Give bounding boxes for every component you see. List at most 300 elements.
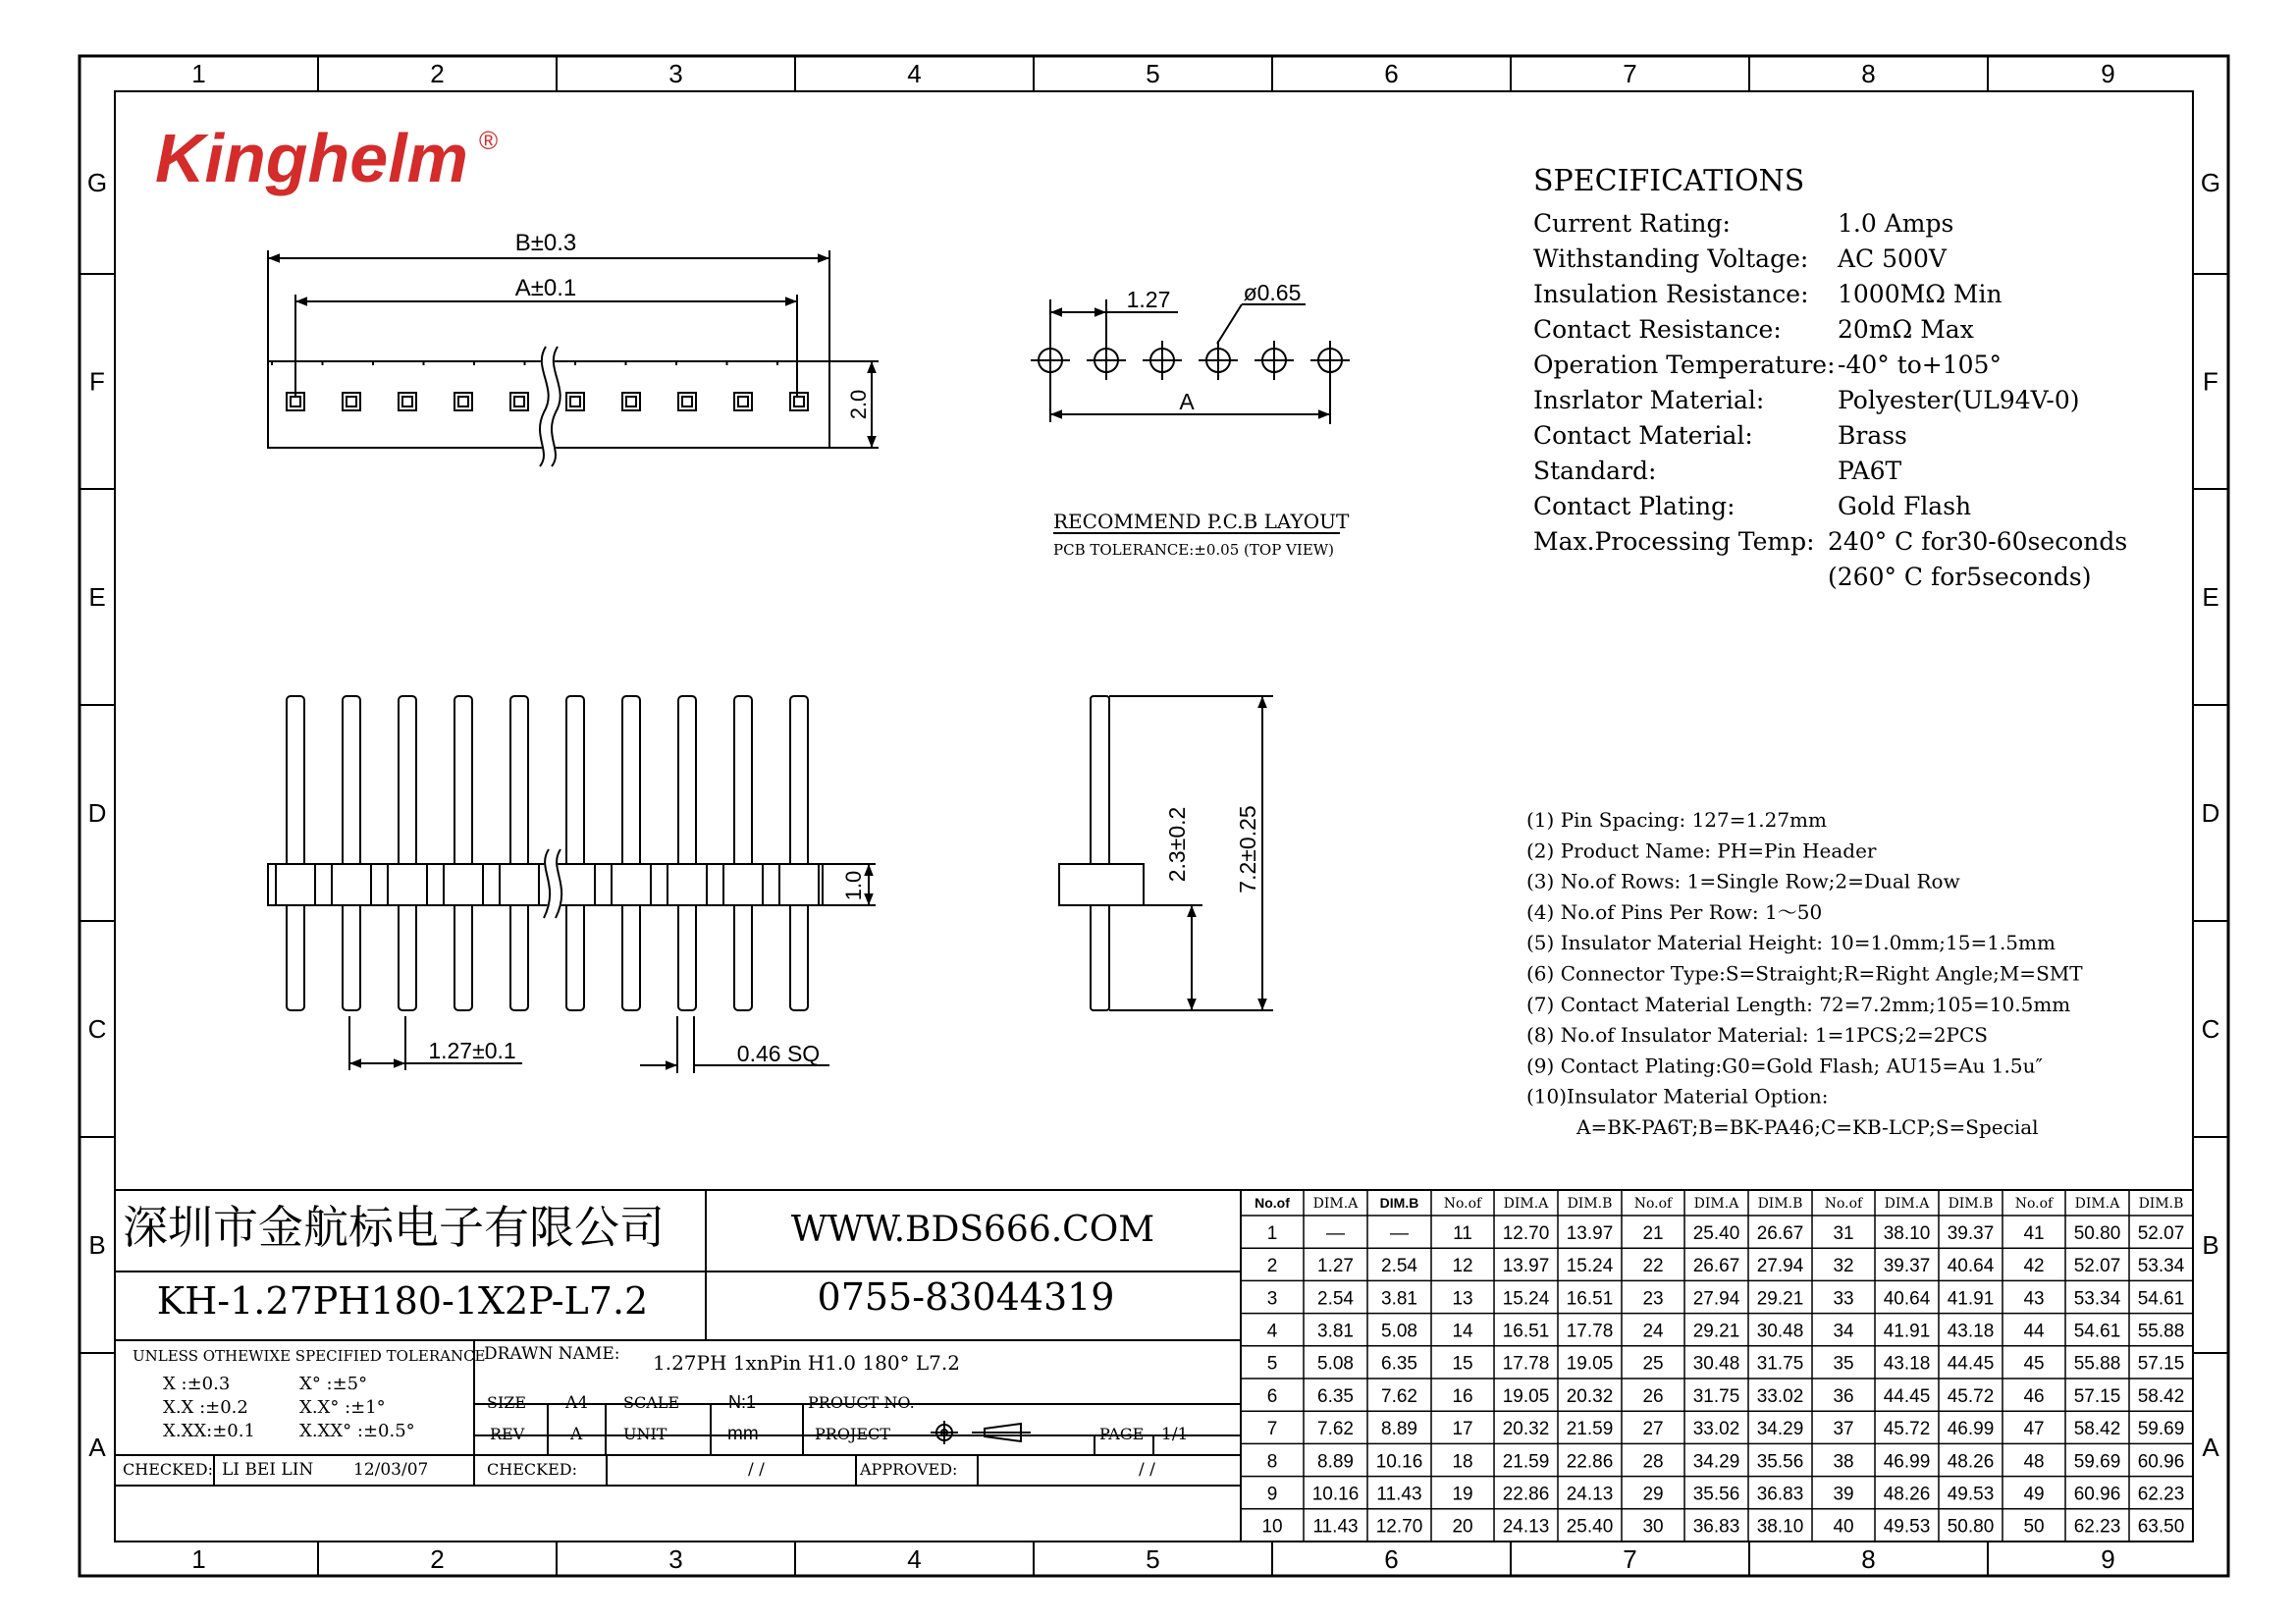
- dim-table-cell: 52.07: [2137, 1222, 2185, 1244]
- pin-pad: [790, 393, 808, 410]
- contact-pin: [343, 696, 360, 1010]
- checked-by: LI BEI LIN: [222, 1460, 314, 1480]
- dim-table-cell: 44.45: [1947, 1353, 1995, 1375]
- dim-table-cell: 11.43: [1312, 1516, 1359, 1538]
- dim-table-cell: 12.70: [1375, 1516, 1423, 1538]
- dim-table-cell: —: [1390, 1222, 1410, 1244]
- dim-table-cell: 29: [1642, 1484, 1664, 1505]
- dim-table-cell: —: [1326, 1222, 1346, 1244]
- kinghelm-logo: Kinghelm: [155, 120, 468, 196]
- dim-table-cell: 16.51: [1566, 1288, 1614, 1310]
- dim-table-cell: 17.78: [1566, 1321, 1614, 1342]
- dim-table-cell: 63.50: [2137, 1516, 2185, 1538]
- checked2-label: CHECKED:: [487, 1460, 577, 1479]
- spec-value: 1.0 Amps: [1838, 209, 1954, 238]
- dim-table-cell: 8.89: [1381, 1419, 1417, 1440]
- dimension-table: [1241, 1190, 2193, 1542]
- zone-col-label: 2: [430, 1544, 445, 1574]
- dim-table-cell: 48: [2023, 1451, 2045, 1473]
- dim-table-header: DIM.A: [2074, 1196, 2120, 1212]
- dim-table-cell: 36: [1833, 1385, 1854, 1407]
- contact-pin: [399, 696, 416, 1010]
- zone-row-label: F: [2203, 366, 2218, 397]
- dim-table-cell: 47: [2023, 1419, 2045, 1440]
- dim-table-cell: 28: [1642, 1451, 1664, 1473]
- pcb-tolerance: PCB TOLERANCE:±0.05 (TOP VIEW): [1053, 541, 1335, 559]
- dim-table-cell: 42: [2023, 1256, 2045, 1277]
- dim-table-cell: 54.61: [2137, 1288, 2185, 1310]
- dim-table-cell: 18: [1452, 1451, 1473, 1473]
- note-item: A=BK-PA6T;B=BK-PA46;C=KB-LCP;S=Special: [1576, 1115, 2039, 1139]
- pin-pad: [566, 393, 584, 410]
- prouct-no-label: PROUCT NO.: [808, 1393, 915, 1412]
- note-item: (4) No.of Pins Per Row: 1～50: [1526, 899, 1823, 924]
- tolerance-angular: X° :±5°: [299, 1374, 368, 1394]
- dim-table-cell: 4: [1266, 1321, 1278, 1342]
- dim-table-cell: 3: [1266, 1288, 1278, 1310]
- dim-table-cell: 59.69: [2137, 1419, 2185, 1440]
- dim-table-header: No.of: [1443, 1196, 1482, 1212]
- dim-table-cell: 21: [1642, 1222, 1664, 1244]
- pin-square: [570, 397, 580, 406]
- dim-table-cell: 45: [2023, 1353, 2045, 1375]
- spec-value: -40° to+105°: [1838, 351, 2002, 379]
- dim-table-cell: 34.29: [1756, 1419, 1804, 1440]
- dim-table-cell: 3.81: [1317, 1321, 1355, 1342]
- dim-table-cell: 43.18: [1947, 1321, 1995, 1342]
- dim-table-cell: 41: [2023, 1222, 2045, 1244]
- dim-table-cell: 35.56: [1756, 1451, 1804, 1473]
- dim-table-cell: 29.21: [1692, 1321, 1740, 1342]
- zone-col-label: 1: [191, 59, 206, 88]
- zone-row-label: F: [89, 366, 105, 397]
- dim-table-cell: 20.32: [1566, 1385, 1614, 1407]
- dim-table-cell: 46.99: [1883, 1451, 1931, 1473]
- projection-symbol: [931, 1421, 1031, 1444]
- dim-table-cell: 19: [1452, 1484, 1473, 1505]
- dim-a-label: A±0.1: [514, 275, 577, 301]
- dim-table-cell: 7.62: [1317, 1419, 1355, 1440]
- dim-table-cell: 38: [1833, 1451, 1854, 1473]
- dim-table-header: No.of: [2014, 1196, 2054, 1212]
- contact-pin: [790, 696, 808, 1010]
- zone-col-label: 5: [1146, 59, 1160, 88]
- spec-value: (260° C for5seconds): [1828, 563, 2092, 591]
- dim-table-cell: 17.78: [1502, 1353, 1550, 1375]
- dim-table-cell: 53.34: [2137, 1256, 2185, 1277]
- pcb-pitch-label: 1.27: [1126, 287, 1171, 312]
- contact-pin: [287, 696, 304, 1010]
- dim-table-cell: 2.54: [1317, 1288, 1355, 1310]
- dim-b-label: B±0.3: [514, 230, 577, 256]
- dim-table-header: DIM.B: [1948, 1196, 1994, 1212]
- dim-table-cell: 22.86: [1566, 1451, 1614, 1473]
- zone-col-label: 2: [430, 59, 445, 88]
- dim-table-cell: 50: [2023, 1516, 2045, 1538]
- dim-table-cell: 21.59: [1566, 1419, 1614, 1440]
- dim-table-cell: 20: [1452, 1516, 1473, 1538]
- note-item: (1) Pin Spacing: 127=1.27mm: [1526, 808, 1827, 832]
- dim-table-cell: 44.45: [1883, 1385, 1931, 1407]
- dim-table-cell: 52.07: [2073, 1256, 2121, 1277]
- zone-row-label: G: [2200, 168, 2221, 197]
- dim-table-cell: 38.10: [1756, 1516, 1804, 1538]
- tolerance-linear: X.X :±0.2: [163, 1397, 248, 1418]
- checked2-date: / /: [748, 1460, 765, 1480]
- dim-table-cell: 5: [1266, 1353, 1278, 1375]
- company-name: 深圳市金航标电子有限公司: [123, 1201, 665, 1254]
- zone-row-label: E: [88, 582, 106, 612]
- dim-table-cell: 43: [2023, 1288, 2045, 1310]
- zone-col-label: 9: [2101, 59, 2115, 88]
- scale-label: SCALE: [623, 1393, 680, 1412]
- dim-table-cell: 62.23: [2073, 1516, 2121, 1538]
- dim-table-cell: 24.13: [1502, 1516, 1550, 1538]
- pin-square: [458, 397, 468, 406]
- dim-table-cell: 35: [1833, 1353, 1854, 1375]
- dim-table-cell: 36.83: [1756, 1484, 1804, 1505]
- dim-table-cell: 40.64: [1947, 1256, 1995, 1277]
- dim-table-cell: 49.53: [1883, 1516, 1931, 1538]
- dim-table-cell: 39: [1833, 1484, 1854, 1505]
- spec-value: Brass: [1838, 421, 1907, 450]
- dim-table-cell: 19.05: [1502, 1385, 1550, 1407]
- contact-pin: [566, 696, 584, 1010]
- zone-row-label: B: [88, 1230, 106, 1260]
- dim-table-cell: 1.27: [1317, 1256, 1355, 1277]
- dim-table-cell: 41.91: [1883, 1321, 1931, 1342]
- spec-value: 20mΩ Max: [1838, 315, 1974, 344]
- zone-row-label: A: [88, 1433, 106, 1462]
- approved-date: / /: [1139, 1460, 1155, 1480]
- dim-table-cell: 20.32: [1502, 1419, 1550, 1440]
- dim-table-cell: 32: [1833, 1256, 1854, 1277]
- pin-square: [402, 397, 412, 406]
- spec-value: Gold Flash: [1838, 492, 1972, 520]
- spec-label: Contact Resistance:: [1533, 315, 1782, 344]
- dim-table-cell: 39.37: [1947, 1222, 1995, 1244]
- spec-label: Current Rating:: [1533, 209, 1731, 238]
- checked-label: CHECKED:: [123, 1460, 213, 1479]
- rev-value: A: [570, 1425, 583, 1444]
- zone-col-label: 9: [2101, 1544, 2115, 1574]
- dim-table-cell: 29.21: [1756, 1288, 1804, 1310]
- dim-table-cell: 33: [1833, 1288, 1854, 1310]
- zone-col-label: 7: [1623, 1544, 1637, 1574]
- dim-table-cell: 8: [1266, 1451, 1278, 1473]
- dim-table-cell: 27.94: [1692, 1288, 1740, 1310]
- specs-title: SPECIFICATIONS: [1533, 164, 1805, 198]
- dim-table-cell: 10.16: [1311, 1484, 1360, 1505]
- dim-table-cell: 16: [1452, 1385, 1473, 1407]
- dim-table-cell: 37: [1833, 1419, 1854, 1440]
- dim-table-cell: 48.26: [1947, 1451, 1995, 1473]
- dim-table-cell: 9: [1266, 1484, 1278, 1505]
- dim-table-cell: 31.75: [1692, 1385, 1740, 1407]
- note-item: (9) Contact Plating:G0=Gold Flash; AU15=Au 1.5u″: [1526, 1054, 2043, 1078]
- tolerance-title: UNLESS OTHEWIXE SPECIFIED TOLERANCE: [133, 1347, 486, 1365]
- dim-table-cell: 3.81: [1381, 1288, 1417, 1310]
- dim-table-header: DIM.A: [1312, 1196, 1359, 1212]
- contact-pin: [510, 696, 528, 1010]
- note-item: (6) Connector Type:S=Straight;R=Right Angle;M=SMT: [1526, 961, 2083, 986]
- zone-col-label: 5: [1146, 1544, 1160, 1574]
- spec-label: Operation Temperature:: [1533, 351, 1836, 379]
- dim-table-cell: 53.34: [2073, 1288, 2121, 1310]
- dim-table-header: DIM.A: [1884, 1196, 1930, 1212]
- zone-row-label: C: [2201, 1014, 2220, 1044]
- spec-value: PA6T: [1838, 457, 1902, 485]
- dim-table-cell: 38.10: [1883, 1222, 1931, 1244]
- drawn-name-label: DRAWN NAME:: [484, 1344, 620, 1364]
- approved-label: APPROVED:: [860, 1460, 958, 1479]
- contact-pin: [678, 696, 696, 1010]
- dim-table-cell: 27.94: [1756, 1256, 1804, 1277]
- dim-table-cell: 33.02: [1756, 1385, 1804, 1407]
- dim-table-cell: 58.42: [2137, 1385, 2185, 1407]
- dim-table-cell: 45.72: [1947, 1385, 1995, 1407]
- dim-table-cell: 10: [1261, 1516, 1283, 1538]
- size-label: SIZE: [487, 1393, 527, 1412]
- dim-table-cell: 15.24: [1566, 1256, 1614, 1277]
- dim-table-cell: 6.35: [1381, 1353, 1417, 1375]
- total-length-label: 7.2±0.25: [1235, 805, 1260, 893]
- note-item: (5) Insulator Material Height: 10=1.0mm;15=1.5mm: [1526, 931, 2056, 955]
- pin-pad: [454, 393, 472, 410]
- dim-table-cell: 26: [1642, 1385, 1664, 1407]
- pin-pad: [734, 393, 752, 410]
- pin-pad: [678, 393, 696, 410]
- tolerance-angular: X.X° :±1°: [299, 1397, 386, 1418]
- dim-table-cell: 10.16: [1375, 1451, 1423, 1473]
- dim-table-cell: 22: [1642, 1256, 1664, 1277]
- dim-table-cell: 31: [1833, 1222, 1854, 1244]
- dim-table-cell: 46.99: [1947, 1419, 1995, 1440]
- dim-table-cell: 11: [1453, 1222, 1472, 1244]
- dim-table-cell: 49: [2023, 1484, 2045, 1505]
- dim-table-cell: 30.48: [1692, 1353, 1740, 1375]
- dim-table-cell: 55.88: [2073, 1353, 2121, 1375]
- tolerance-table: [163, 1374, 415, 1441]
- dim-table-cell: 57.15: [2073, 1385, 2121, 1407]
- dim-table-cell: 34.29: [1692, 1451, 1740, 1473]
- dim-table-header: No.of: [1824, 1196, 1863, 1212]
- dim-table-cell: 24.13: [1566, 1484, 1614, 1505]
- unit-label: UNIT: [623, 1425, 667, 1443]
- pin-square: [794, 397, 804, 406]
- pin-pad: [622, 393, 640, 410]
- zone-col-label: 6: [1384, 1544, 1399, 1574]
- part-number: KH-1.27PH180-1X2P-L7.2: [156, 1279, 649, 1323]
- phone: 0755-83044319: [817, 1275, 1115, 1319]
- dim-table-cell: 50.80: [2073, 1222, 2121, 1244]
- short-length-label: 2.3±0.2: [1164, 806, 1190, 883]
- zone-row-label: D: [2201, 798, 2220, 828]
- page-value: 1/1: [1161, 1425, 1189, 1444]
- dim-table-cell: 40.64: [1883, 1288, 1931, 1310]
- note-item: (7) Contact Material Length: 72=7.2mm;105=10.5mm: [1526, 992, 2071, 1016]
- pin-square: [347, 397, 356, 406]
- zone-row-label: G: [86, 168, 108, 197]
- note-item: (3) No.of Rows: 1=Single Row;2=Dual Row: [1526, 869, 1960, 893]
- dim-table-cell: 48.26: [1883, 1484, 1931, 1505]
- dim-table-cell: 26.67: [1756, 1222, 1804, 1244]
- dim-table-cell: 33.02: [1692, 1419, 1740, 1440]
- pcb-layout: [1031, 299, 1350, 533]
- scale-value: N:1: [728, 1392, 757, 1412]
- dim-table-cell: 31.75: [1756, 1353, 1804, 1375]
- spec-label: Withstanding Voltage:: [1533, 244, 1809, 273]
- dim-table-cell: 6: [1266, 1385, 1278, 1407]
- dim-table-cell: 12.70: [1502, 1222, 1550, 1244]
- dim-table-cell: 30: [1642, 1516, 1664, 1538]
- dim-table-cell: 39.37: [1883, 1256, 1931, 1277]
- pin-square: [682, 397, 692, 406]
- drawn-name: 1.27PH 1xnPin H1.0 180° L7.2: [653, 1351, 960, 1375]
- dim-table-cell: 25.40: [1692, 1222, 1740, 1244]
- dim-table-cell: 30.48: [1756, 1321, 1804, 1342]
- zone-col-label: 3: [668, 1544, 683, 1574]
- dim-table-cell: 21.59: [1502, 1451, 1550, 1473]
- pin-pad: [399, 393, 416, 410]
- dim-table-cell: 58.42: [2073, 1419, 2121, 1440]
- dim-table-header: DIM.B: [1567, 1196, 1613, 1212]
- website: WWW.BDS666.COM: [790, 1210, 1155, 1250]
- dim-table-header: DIM.B: [1379, 1195, 1419, 1211]
- dim-table-cell: 22.86: [1502, 1484, 1550, 1505]
- page-label: PAGE: [1099, 1425, 1145, 1443]
- dim-table-cell: 7.62: [1381, 1385, 1417, 1407]
- spec-label: Contact Material:: [1533, 421, 1753, 450]
- zone-row-label: B: [2202, 1230, 2219, 1260]
- dim-table-cell: 5.08: [1381, 1321, 1417, 1342]
- dim-table-cell: 13.97: [1502, 1256, 1550, 1277]
- height-label: 2.0: [846, 389, 871, 420]
- dim-table-header: No.of: [1255, 1195, 1290, 1211]
- dim-table-cell: 1: [1266, 1222, 1278, 1244]
- dim-table-cell: 50.80: [1947, 1516, 1995, 1538]
- size-value: A4: [565, 1393, 589, 1413]
- dim-table-cell: 23: [1642, 1288, 1664, 1310]
- dim-table-cell: 27: [1642, 1419, 1664, 1440]
- insulator-height-label: 1.0: [841, 870, 866, 901]
- note-item: (8) No.of Insulator Material: 1=1PCS;2=2PCS: [1526, 1023, 1988, 1048]
- dim-table-cell: 15.24: [1502, 1288, 1550, 1310]
- zone-col-label: 4: [907, 1544, 922, 1574]
- registered-mark: ®: [479, 126, 499, 155]
- dim-table-cell: 13: [1452, 1288, 1473, 1310]
- dim-table-header: DIM.A: [1693, 1196, 1739, 1212]
- tolerance-linear: X.XX:±0.1: [163, 1421, 255, 1441]
- dim-table-cell: 2.54: [1381, 1256, 1417, 1277]
- zone-row-label: C: [87, 1014, 107, 1044]
- spec-value: 240° C for30-60seconds: [1828, 527, 2128, 556]
- dim-table-cell: 26.67: [1692, 1256, 1740, 1277]
- spec-label: Contact Plating:: [1533, 492, 1735, 520]
- unit-value: mm: [727, 1424, 759, 1444]
- zone-col-label: 8: [1861, 1544, 1876, 1574]
- spec-value: 1000MΩ Min: [1838, 280, 2002, 308]
- rev-label: REV: [490, 1425, 525, 1443]
- spec-label: Max.Processing Temp:: [1533, 527, 1815, 556]
- dim-table-header: No.of: [1633, 1196, 1673, 1212]
- zone-col-label: 1: [191, 1544, 206, 1574]
- dim-table-cell: 15: [1452, 1353, 1473, 1375]
- dim-table-cell: 60.96: [2073, 1484, 2121, 1505]
- tolerance-linear: X :±0.3: [163, 1374, 231, 1394]
- contact-pin: [622, 696, 640, 1010]
- ordering-notes: [1526, 808, 2083, 1139]
- dim-table-cell: 62.23: [2137, 1484, 2185, 1505]
- checked-date: 12/03/07: [353, 1460, 429, 1480]
- note-item: (2) Product Name: PH=Pin Header: [1526, 839, 1877, 863]
- zone-col-label: 3: [668, 59, 683, 88]
- zone-col-label: 6: [1384, 59, 1399, 88]
- tolerance-angular: X.XX° :±0.5°: [299, 1421, 415, 1441]
- pin-square: [514, 397, 524, 406]
- dim-table-cell: 35.56: [1692, 1484, 1740, 1505]
- dim-table-cell: 6.35: [1317, 1385, 1355, 1407]
- pcb-hole-label: ø0.65: [1243, 280, 1302, 305]
- spec-label: Insrlator Material:: [1533, 386, 1765, 414]
- dim-table-cell: 12: [1452, 1256, 1473, 1277]
- dim-table-cell: 54.61: [2073, 1321, 2121, 1342]
- zone-row-label: A: [2202, 1433, 2219, 1462]
- contact-pin: [454, 696, 472, 1010]
- spec-label: Insulation Resistance:: [1533, 280, 1809, 308]
- dim-table-cell: 8.89: [1317, 1451, 1355, 1473]
- zone-col-label: 7: [1623, 59, 1637, 88]
- pin-pad: [510, 393, 528, 410]
- dim-table-header: DIM.A: [1503, 1196, 1549, 1212]
- dim-table-cell: 7: [1266, 1419, 1278, 1440]
- zone-col-label: 8: [1861, 59, 1876, 88]
- project-label: PROJECT: [815, 1425, 890, 1443]
- zone-row-label: D: [87, 798, 107, 828]
- dim-table-cell: 46: [2023, 1385, 2045, 1407]
- dim-table-cell: 60.96: [2137, 1451, 2185, 1473]
- dim-table-cell: 19.05: [1566, 1353, 1614, 1375]
- dim-table-cell: 55.88: [2137, 1321, 2185, 1342]
- front-pin-label: 0.46 SQ: [736, 1041, 821, 1066]
- dim-table-cell: 25.40: [1566, 1516, 1614, 1538]
- pin-square: [738, 397, 748, 406]
- dim-table-cell: 44: [2023, 1321, 2045, 1342]
- pin-square: [626, 397, 636, 406]
- pcb-dim-a-label: A: [1179, 389, 1195, 414]
- dim-table-cell: 41.91: [1947, 1288, 1995, 1310]
- spec-label: Standard:: [1533, 457, 1657, 485]
- dim-table-cell: 59.69: [2073, 1451, 2121, 1473]
- contact-pin: [734, 696, 752, 1010]
- dim-table-cell: 45.72: [1883, 1419, 1931, 1440]
- specs-list: [1533, 209, 2127, 591]
- dim-table-header: DIM.B: [2138, 1196, 2184, 1212]
- spec-value: Polyester(UL94V-0): [1838, 386, 2080, 414]
- dim-table-cell: 13.97: [1566, 1222, 1614, 1244]
- dim-table-cell: 49.53: [1947, 1484, 1995, 1505]
- dim-table-cell: 25: [1642, 1353, 1664, 1375]
- zone-col-label: 4: [907, 59, 922, 88]
- dim-table-cell: 11.43: [1376, 1484, 1422, 1505]
- dim-table-cell: 34: [1833, 1321, 1854, 1342]
- dim-table-cell: 16.51: [1502, 1321, 1550, 1342]
- dim-table-cell: 57.15: [2137, 1353, 2185, 1375]
- dim-table-header: DIM.B: [1757, 1196, 1803, 1212]
- dim-table-cell: 5.08: [1317, 1353, 1355, 1375]
- front-pitch-label: 1.27±0.1: [428, 1038, 516, 1063]
- zone-row-label: E: [2202, 582, 2219, 612]
